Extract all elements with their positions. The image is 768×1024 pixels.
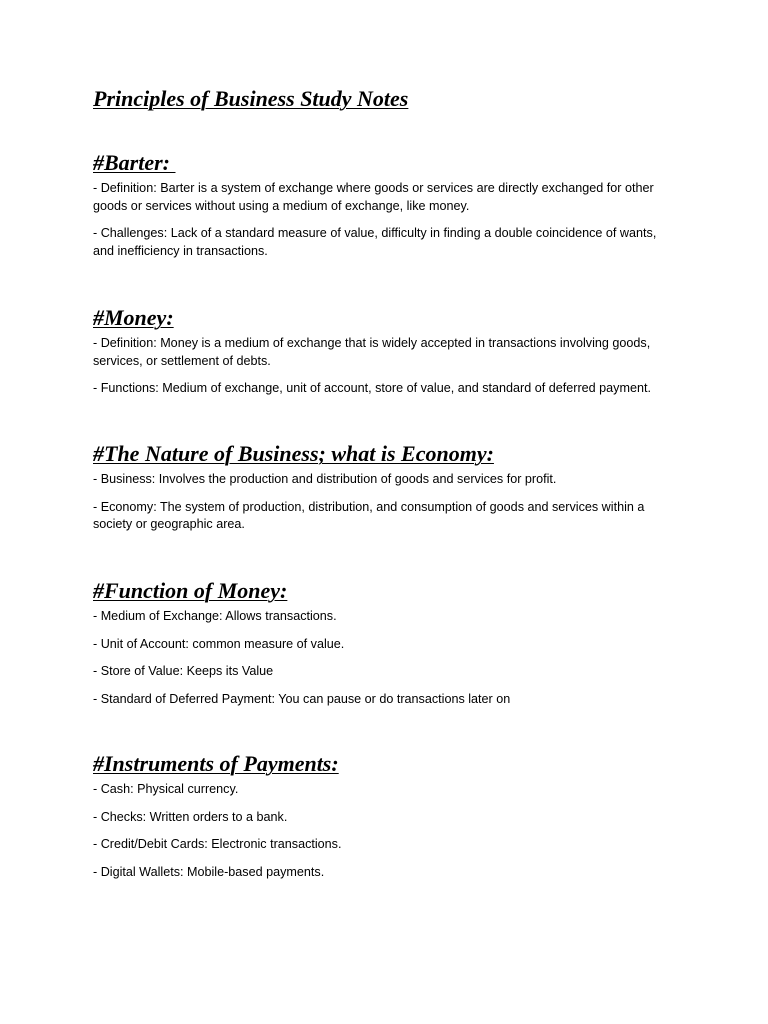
list-item: - Store of Value: Keeps its Value	[93, 664, 274, 678]
section-money	[93, 303, 693, 408]
section-heading-barter: #Barter:	[93, 150, 176, 175]
section-heading-function-of-money: #Function of Money:	[93, 578, 288, 603]
list-item: - Standard of Deferred Payment: You can pause or do transactions later on	[93, 691, 511, 706]
section-instruments-of-payments	[93, 749, 693, 891]
economy-definition-text: - Economy: The system of production, distribution, and consumption of goods and services within a society or geographic area.	[93, 499, 645, 531]
section-heading-nature-of-business: #The Nature of Business; what is Economy:	[93, 441, 494, 466]
list-item: - Unit of Account: common measure of value.	[93, 636, 345, 651]
barter-definition-text: - Definition: Barter is a system of exchange where goods or services are directly exchanged for other goods or services without using a medium of exchange, like money.	[93, 181, 654, 213]
section-barter	[93, 148, 693, 270]
business-definition-text: - Business: Involves the production and distribution of goods and services for profit.	[93, 472, 557, 486]
barter-challenges-text: - Challenges: Lack of a standard measure of value, difficulty in finding a double coincidence of wants, and inefficiency in transactions.	[93, 226, 657, 258]
section-function-of-money	[93, 576, 693, 718]
list-item: - Medium of Exchange: Allows transactions.	[93, 609, 337, 623]
section-heading-instruments-of-payments: #Instruments of Payments:	[93, 751, 339, 776]
section-heading-money: #Money:	[93, 305, 174, 330]
list-item: - Checks: Written orders to a bank.	[93, 809, 288, 824]
document-title: Principles of Business Study Notes	[93, 86, 409, 111]
list-item: - Digital Wallets: Mobile-based payments.	[93, 864, 325, 879]
list-item: - Credit/Debit Cards: Electronic transactions.	[93, 837, 342, 851]
list-item: - Cash: Physical currency.	[93, 782, 239, 796]
money-functions-text: - Functions: Medium of exchange, unit of account, store of value, and standard of deferred payment.	[93, 381, 651, 395]
money-definition-text: - Definition: Money is a medium of exchange that is widely accepted in transactions involving goods, services, or settlement of debts.	[93, 336, 651, 368]
section-nature-of-business	[93, 439, 693, 544]
